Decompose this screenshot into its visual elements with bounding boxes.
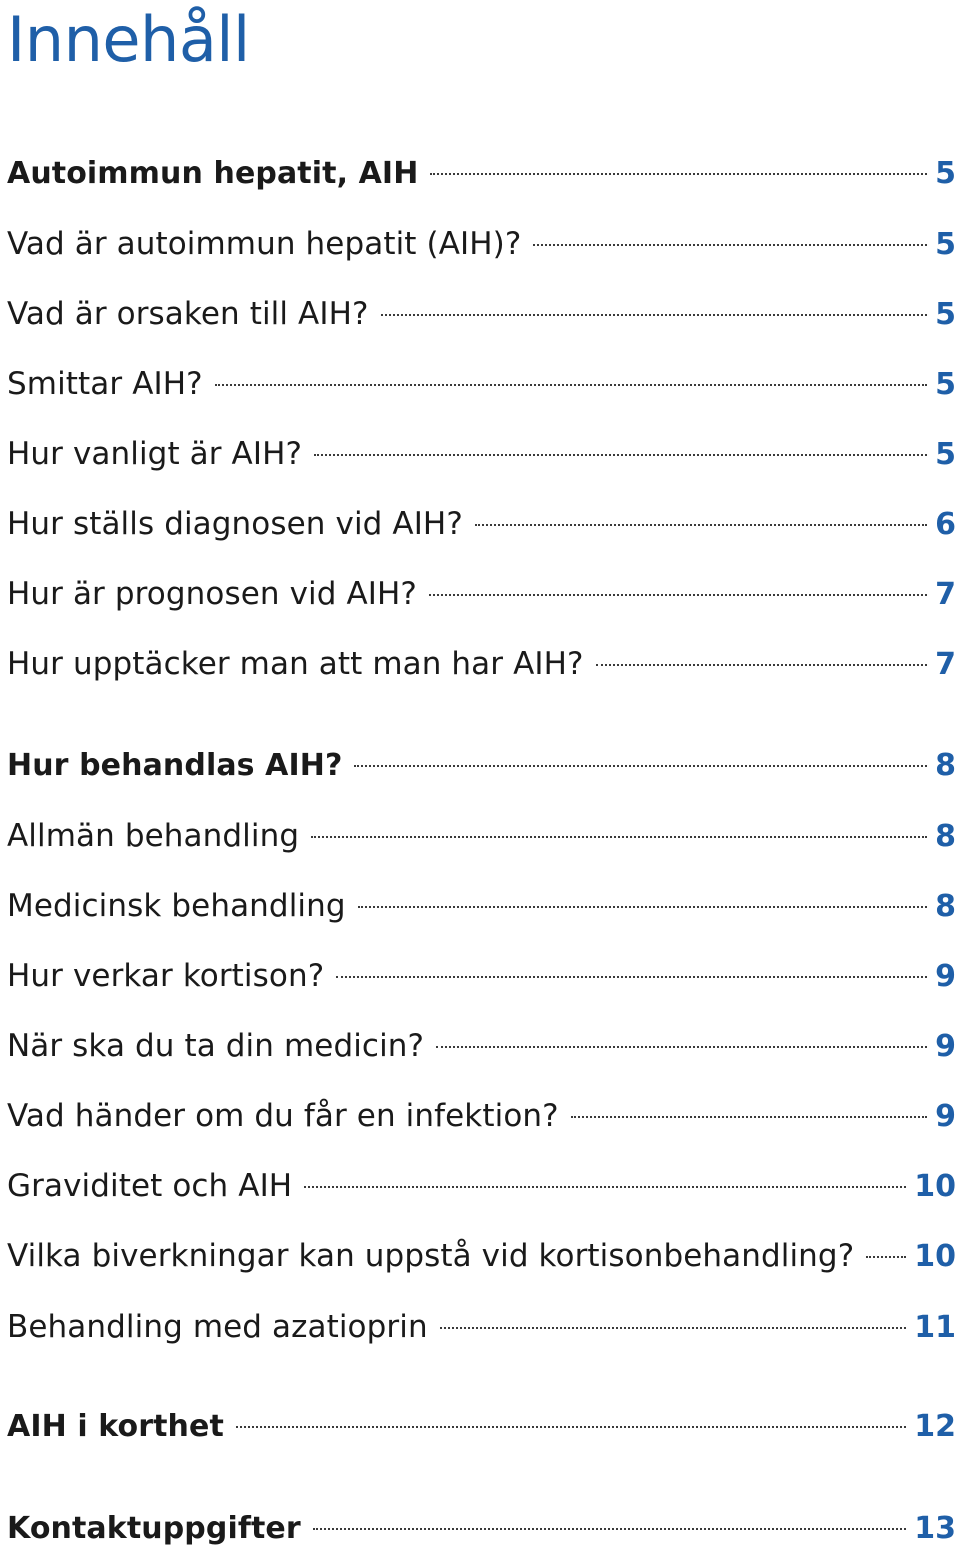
toc-entry-title: Hur vanligt är AIH? bbox=[7, 436, 303, 472]
toc-entry-title: Kontaktuppgifter bbox=[7, 1511, 301, 1546]
toc-entry-title: Vad händer om du får en infektion? bbox=[7, 1098, 559, 1134]
page-title: Innehåll bbox=[7, 3, 250, 76]
toc-entry-page-number: 5 bbox=[935, 227, 956, 262]
dot-leader bbox=[440, 1327, 907, 1329]
toc-entry-page-number: 12 bbox=[914, 1409, 956, 1444]
toc-entry[interactable] bbox=[7, 1305, 956, 1349]
toc-entry-title: Hur verkar kortison? bbox=[7, 958, 325, 994]
toc-entry[interactable] bbox=[7, 432, 956, 476]
toc-entry-title: Hur ställs diagnosen vid AIH? bbox=[7, 506, 463, 542]
toc-entry[interactable] bbox=[7, 572, 956, 616]
toc-entry-page-number: 5 bbox=[935, 437, 956, 472]
toc-entry[interactable] bbox=[7, 152, 956, 196]
dot-leader bbox=[430, 173, 927, 175]
toc-entry[interactable] bbox=[7, 1405, 956, 1449]
toc-entry-page-number: 8 bbox=[935, 748, 956, 783]
toc-entry-title: AIH i korthet bbox=[7, 1409, 224, 1444]
toc-entry-title: Graviditet och AIH bbox=[7, 1168, 293, 1204]
dot-leader bbox=[215, 384, 927, 386]
dot-leader bbox=[429, 594, 927, 596]
dot-leader bbox=[336, 976, 927, 978]
toc-entry-page-number: 5 bbox=[935, 367, 956, 402]
toc-entry-page-number: 7 bbox=[935, 647, 956, 682]
toc-entry-page-number: 9 bbox=[935, 1099, 956, 1134]
toc-entry[interactable] bbox=[7, 1507, 956, 1551]
toc-entry-page-number: 11 bbox=[914, 1310, 956, 1345]
toc-entry-title: Vad är orsaken till AIH? bbox=[7, 296, 369, 332]
toc-entry-page-number: 8 bbox=[935, 819, 956, 854]
dot-leader bbox=[236, 1426, 906, 1428]
toc-entry-title: Hur behandlas AIH? bbox=[7, 748, 343, 783]
dot-leader bbox=[354, 765, 927, 767]
toc-entry[interactable] bbox=[7, 1234, 956, 1278]
toc-entry-page-number: 10 bbox=[914, 1239, 956, 1274]
toc-entry[interactable] bbox=[7, 502, 956, 546]
toc-entry[interactable] bbox=[7, 222, 956, 266]
toc-entry-title: Vad är autoimmun hepatit (AIH)? bbox=[7, 226, 522, 262]
toc-entry-title: Hur upptäcker man att man har AIH? bbox=[7, 646, 584, 682]
dot-leader bbox=[381, 314, 928, 316]
dot-leader bbox=[571, 1116, 927, 1118]
dot-leader bbox=[314, 454, 927, 456]
toc-entry-title: Hur är prognosen vid AIH? bbox=[7, 576, 417, 612]
toc-entry-title: När ska du ta din medicin? bbox=[7, 1028, 425, 1064]
dot-leader bbox=[304, 1186, 906, 1188]
dot-leader bbox=[313, 1528, 906, 1530]
dot-leader bbox=[596, 664, 928, 666]
toc-entry[interactable] bbox=[7, 744, 956, 788]
toc-entry-title: Medicinsk behandling bbox=[7, 888, 346, 924]
dot-leader bbox=[866, 1256, 906, 1258]
toc-entry-page-number: 7 bbox=[935, 577, 956, 612]
toc-entry[interactable] bbox=[7, 814, 956, 858]
dot-leader bbox=[475, 524, 927, 526]
toc-entry-page-number: 10 bbox=[914, 1169, 956, 1204]
toc-entry[interactable] bbox=[7, 954, 956, 998]
toc-entry-page-number: 5 bbox=[935, 297, 956, 332]
toc-entry-title: Allmän behandling bbox=[7, 818, 300, 854]
toc-entry-title: Vilka biverkningar kan uppstå vid kortisonbehandling? bbox=[7, 1238, 855, 1274]
toc-entry[interactable] bbox=[7, 1094, 956, 1138]
toc-entry[interactable] bbox=[7, 1024, 956, 1068]
toc-entry[interactable] bbox=[7, 884, 956, 928]
toc-entry-title: Behandling med azatioprin bbox=[7, 1309, 428, 1345]
toc-entry-page-number: 6 bbox=[935, 507, 956, 542]
toc-entry-title: Autoimmun hepatit, AIH bbox=[7, 156, 419, 191]
toc-entry[interactable] bbox=[7, 292, 956, 336]
dot-leader bbox=[533, 244, 927, 246]
toc-entry[interactable] bbox=[7, 1164, 956, 1208]
dot-leader bbox=[311, 836, 927, 838]
dot-leader bbox=[436, 1046, 927, 1048]
toc-entry-page-number: 9 bbox=[935, 1029, 956, 1064]
toc-entry[interactable] bbox=[7, 642, 956, 686]
toc-entry-page-number: 9 bbox=[935, 959, 956, 994]
toc-entry-page-number: 8 bbox=[935, 889, 956, 924]
toc-entry-page-number: 13 bbox=[914, 1511, 956, 1546]
toc-entry-title: Smittar AIH? bbox=[7, 366, 203, 402]
toc-entry[interactable] bbox=[7, 362, 956, 406]
toc-entry-page-number: 5 bbox=[935, 156, 956, 191]
dot-leader bbox=[358, 906, 927, 908]
